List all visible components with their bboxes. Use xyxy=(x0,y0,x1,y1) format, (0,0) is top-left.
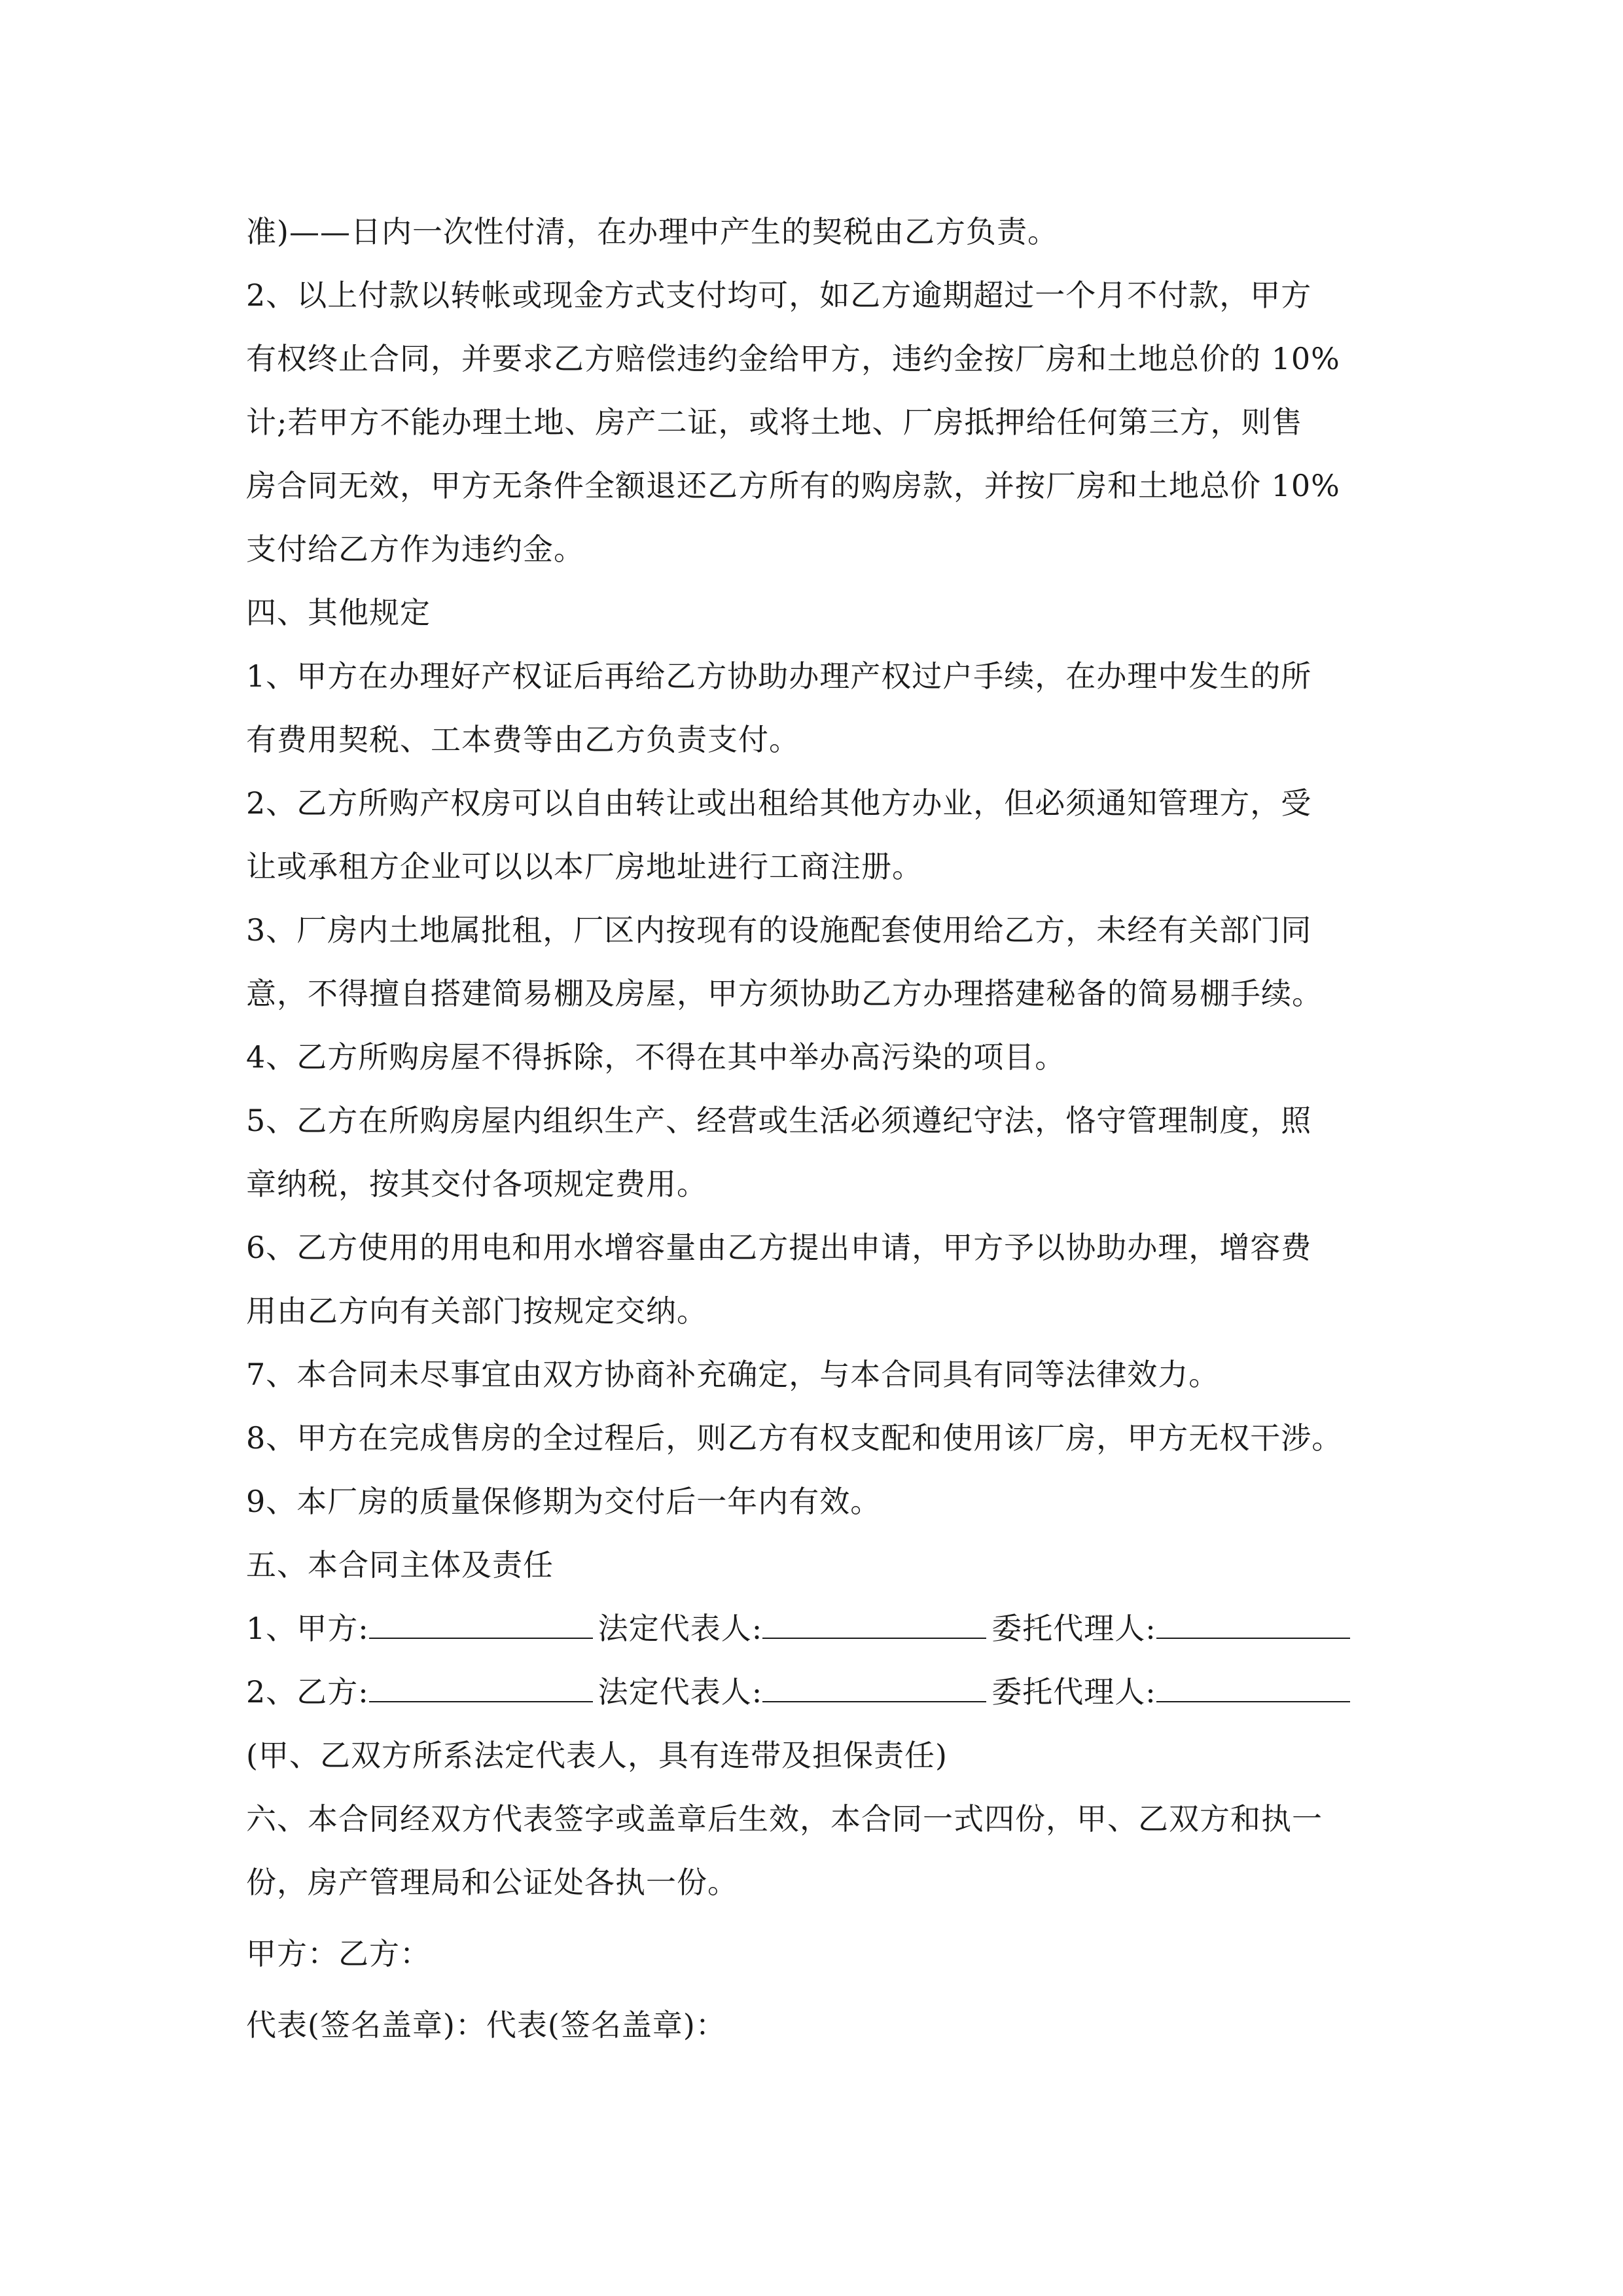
paragraph-line: 有费用契税、工本费等由乙方负责支付。 xyxy=(246,722,800,757)
paragraph-line: 4、乙方所购房屋不得拆除，不得在其中举办高污染的项目。 xyxy=(246,1039,1066,1075)
paragraph-line: 用由乙方向有关部门按规定交纳。 xyxy=(246,1293,707,1329)
party-a-legal-rep-blank xyxy=(762,1607,986,1639)
section-heading: 四、其他规定 xyxy=(246,595,431,630)
paragraph-line: 六、本合同经双方代表签字或盖章后生效，本合同一式四份，甲、乙双方和执一 xyxy=(246,1801,1323,1837)
paragraph-line: 9、本厂房的质量保修期为交付后一年内有效。 xyxy=(246,1484,882,1519)
paragraph-line: 2、乙方所购产权房可以自由转让或出租给其他方办业，但必须通知管理方，受 xyxy=(246,785,1312,821)
party-b-name-blank xyxy=(369,1671,593,1702)
paragraph-line: 6、乙方使用的用电和用水增容量由乙方提出申请，甲方予以协助办理，增容费 xyxy=(246,1230,1312,1265)
party-b-agent-blank xyxy=(1156,1671,1350,1702)
paragraph-line: 支付给乙方作为违约金。 xyxy=(246,531,584,567)
paragraph-line: 份，房产管理局和公证处各执一份。 xyxy=(246,1865,738,1900)
legal-rep-label: 法定代表人: xyxy=(597,1674,763,1710)
agent-label: 委托代理人: xyxy=(991,1611,1156,1646)
paragraph-line: 3、厂房内土地属批租，厂区内按现有的设施配套使用给乙方，未经有关部门同 xyxy=(246,912,1312,948)
paragraph-line: 计;若甲方不能办理土地、房产二证，或将土地、厂房抵押给任何第三方，则售 xyxy=(246,404,1303,440)
paragraph-line: 意，不得擅自搭建简易棚及房屋，甲方须协助乙方办理搭建秘备的简易棚手续。 xyxy=(246,976,1323,1011)
party-b-legal-rep-blank xyxy=(762,1671,986,1702)
signature-parties: 甲方：乙方： xyxy=(246,1936,431,1971)
legal-rep-label: 法定代表人: xyxy=(597,1611,763,1646)
paragraph-line: 2、以上付款以转帐或现金方式支付均可，如乙方逾期超过一个月不付款，甲方 xyxy=(246,278,1312,313)
party-a-row xyxy=(246,1597,1398,1660)
spacer xyxy=(246,1986,1398,1994)
spacer xyxy=(246,1914,1398,1922)
party-a-name-blank xyxy=(369,1607,593,1639)
paragraph-line: 章纳税，按其交付各项规定费用。 xyxy=(246,1166,707,1202)
agent-label: 委托代理人: xyxy=(991,1674,1156,1710)
paragraph-line: 7、本合同未尽事宜由双方协商补充确定，与本合同具有同等法律效力。 xyxy=(246,1357,1220,1392)
party-label: 2、乙方: xyxy=(246,1674,369,1710)
contract-body xyxy=(246,200,1398,2057)
paragraph-line: 有权终止合同，并要求乙方赔偿违约金给甲方，违约金按厂房和土地总价的 10% xyxy=(246,341,1340,376)
paragraph-line: 8、甲方在完成售房的全过程后，则乙方有权支配和使用该厂房，甲方无权干涉。 xyxy=(246,1420,1343,1456)
paragraph-line: 房合同无效，甲方无条件全额退还乙方所有的购房款，并按厂房和土地总价 10% xyxy=(246,468,1340,503)
paragraph-line: 1、甲方在办理好产权证后再给乙方协助办理产权过户手续，在办理中发生的所 xyxy=(246,658,1312,694)
party-a-agent-blank xyxy=(1156,1607,1350,1639)
section-heading: 五、本合同主体及责任 xyxy=(246,1547,554,1583)
party-b-row xyxy=(246,1660,1398,1724)
signature-representatives: 代表(签名盖章)：代表(签名盖章)： xyxy=(246,2007,726,2043)
party-label: 1、甲方: xyxy=(246,1611,369,1646)
liability-note: (甲、乙双方所系法定代表人，具有连带及担保责任) xyxy=(246,1738,948,1773)
paragraph-line: 5、乙方在所购房屋内组织生产、经营或生活必须遵纪守法，恪守管理制度，照 xyxy=(246,1103,1312,1138)
paragraph-line: 准)——日内一次性付清，在办理中产生的契税由乙方负责。 xyxy=(246,214,1058,249)
paragraph-line: 让或承租方企业可以以本厂房地址进行工商注册。 xyxy=(246,849,923,884)
